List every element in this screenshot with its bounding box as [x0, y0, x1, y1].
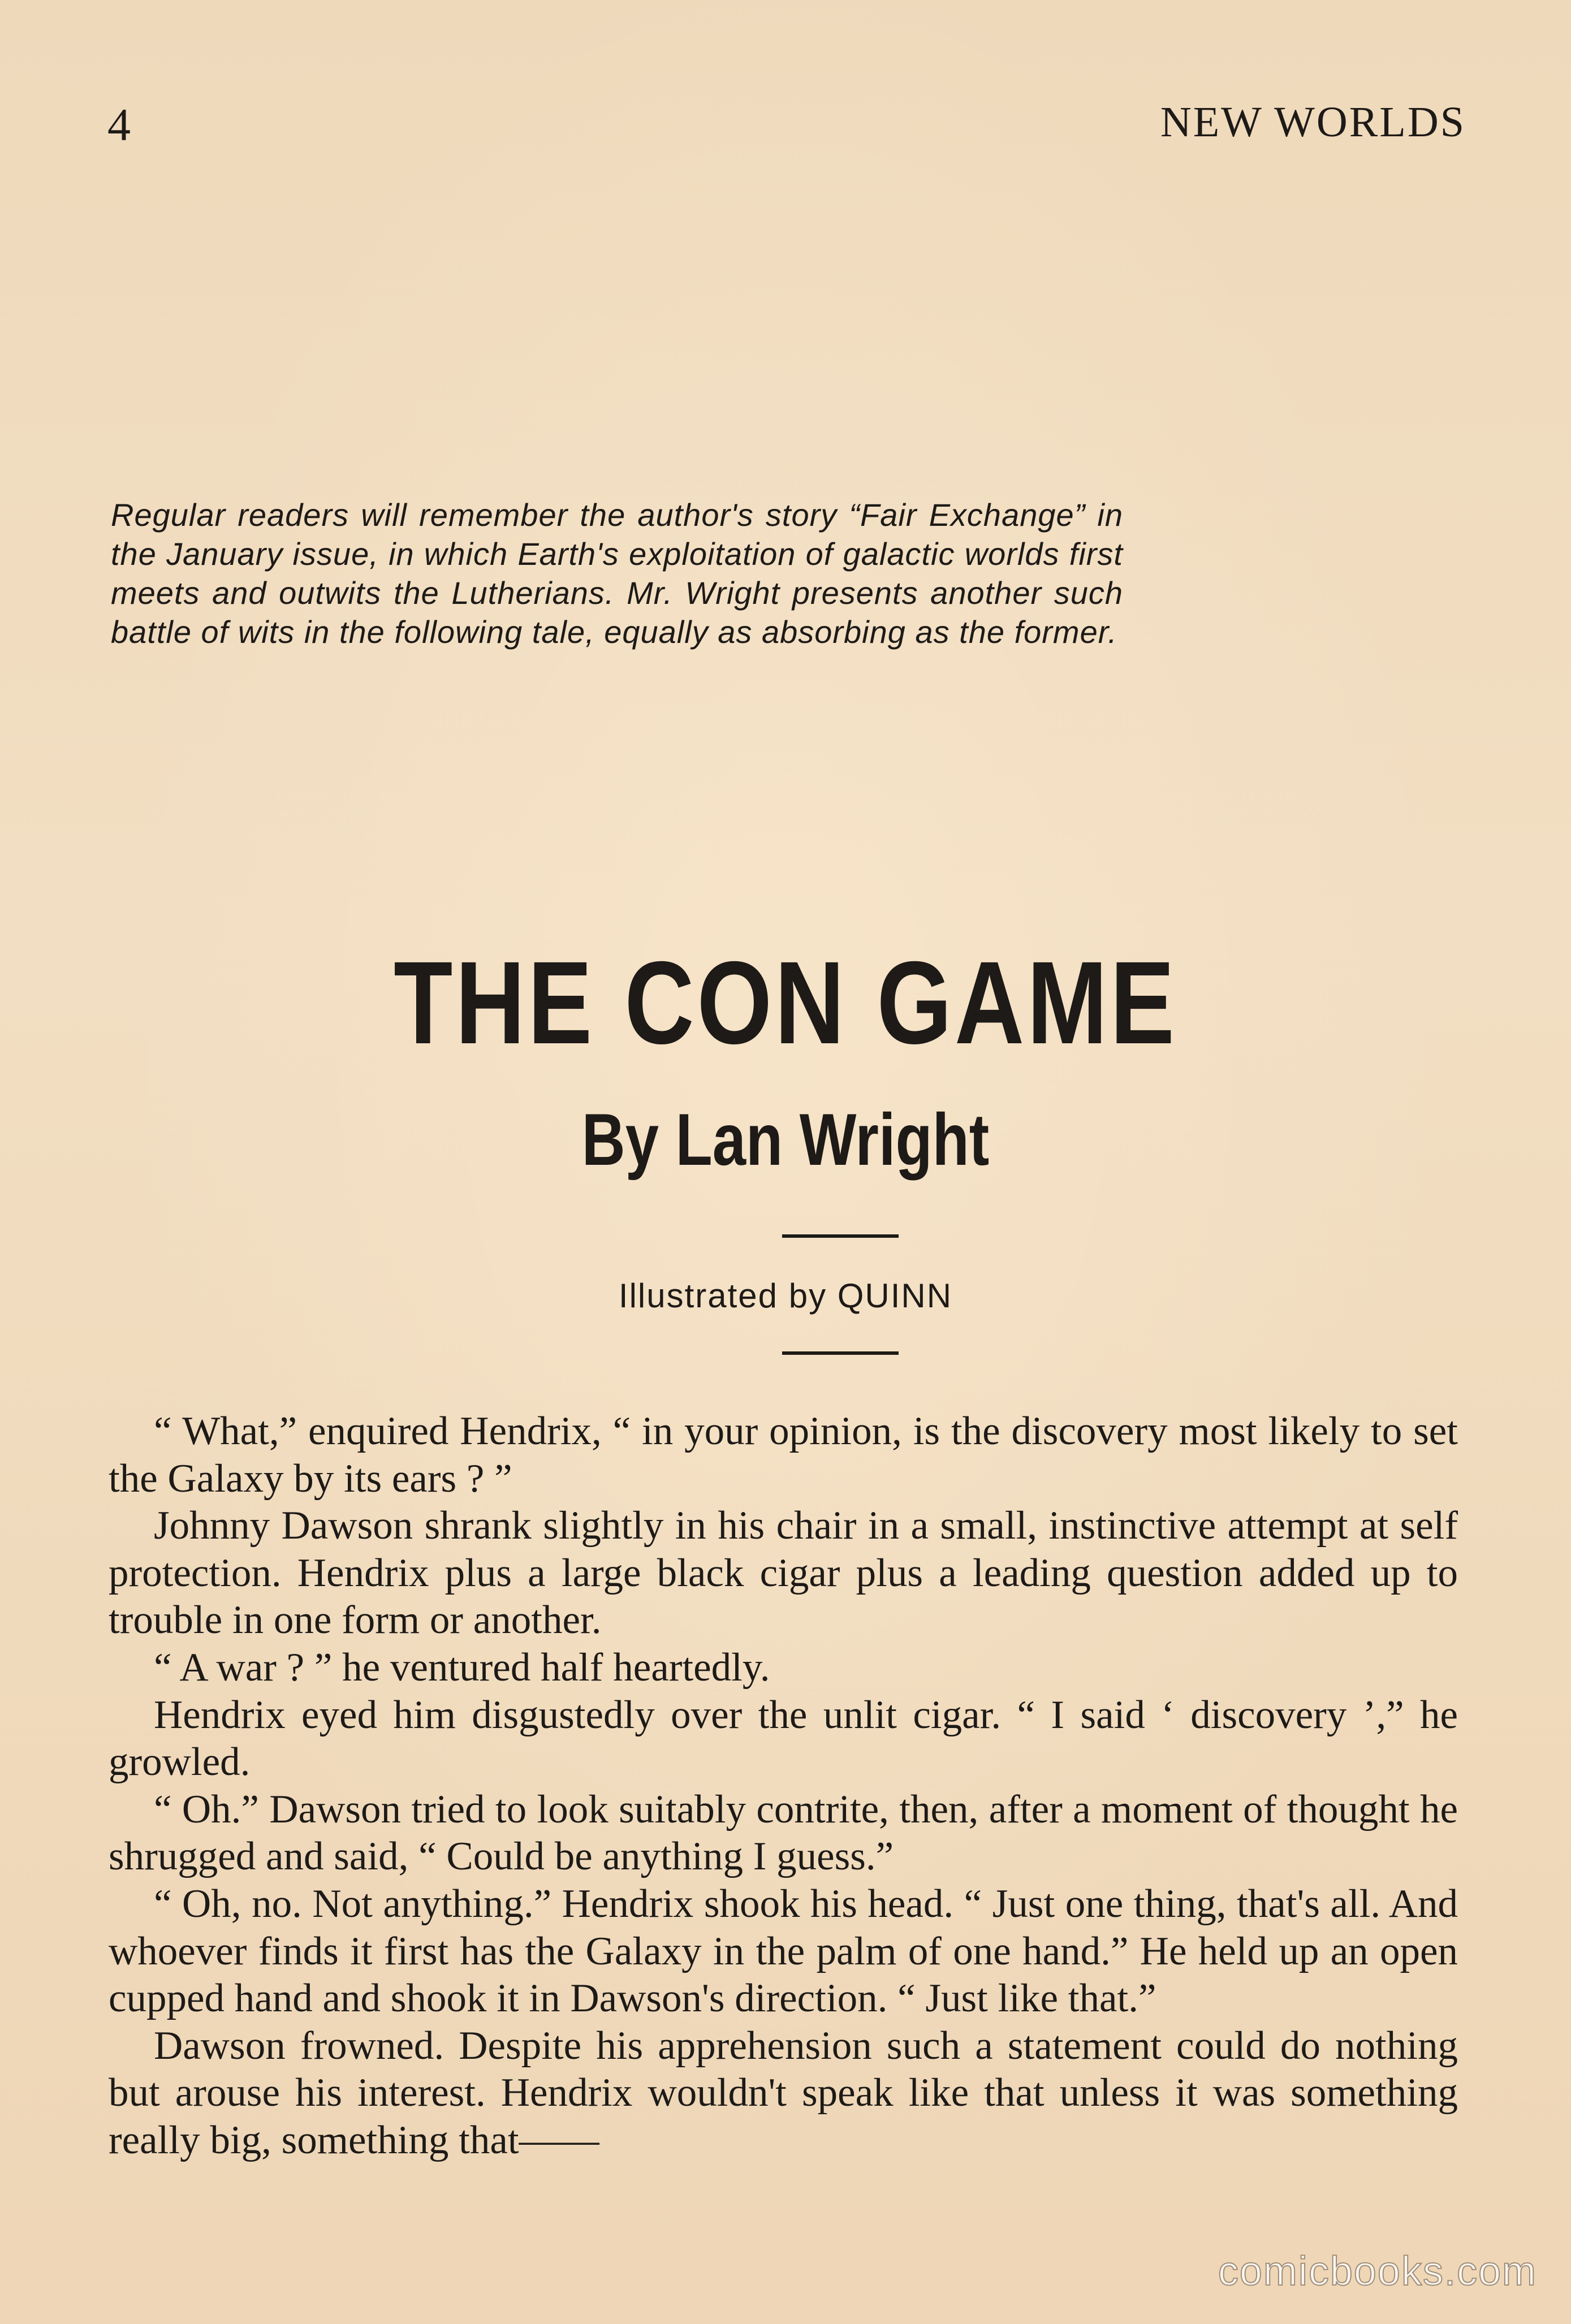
- page-number: 4: [107, 99, 131, 150]
- paragraph: “ Oh, no. Not anything.” Hendrix shook his head. “ Just one thing, that's all. And whoever finds it first has the Galaxy in the palm of one hand.” He held up an open cupped hand and shook it in Dawson's direction. “ Just like that.”: [109, 1881, 1458, 2021]
- paragraph: Johnny Dawson shrank slightly in his chair in a small, instinctive attempt at self protection. Hendrix plus a large black cigar plus a leading question added up to trouble in one form or another.: [109, 1504, 1458, 1643]
- paragraph: “ A war ? ” he ventured half heartedly.: [154, 1645, 770, 1690]
- divider-rule-top: [782, 1234, 899, 1238]
- story-introduction: Regular readers will remember the author's story “Fair Exchange” in the January issue, in which Earth's exploitation of galactic worlds first meets and outwits the Lutherians. Mr. Wright presents another such battle of wits in the following tale, equally as absorbing as the former.: [111, 497, 1123, 650]
- story-title: THE CON GAME: [394, 938, 1177, 1069]
- running-head: NEW WORLDS: [1160, 98, 1466, 146]
- illustrator-credit: Illustrated by QUINN: [618, 1277, 953, 1315]
- paragraph: “ What,” enquired Hendrix, “ in your opinion, is the discovery most likely to set the Galaxy by its ears ? ”: [109, 1409, 1458, 1501]
- paragraph: Hendrix eyed him disgustedly over the unlit cigar. “ I said ‘ discovery ’,” he growled.: [109, 1692, 1458, 1785]
- paragraph: “ Oh.” Dawson tried to look suitably contrite, then, after a moment of thought he shrugged and said, “ Could be anything I guess.”: [109, 1787, 1458, 1879]
- divider-rule-bottom: [782, 1351, 899, 1355]
- author-byline: By Lan Wright: [581, 1098, 990, 1181]
- paragraph: Dawson frowned. Despite his apprehension such a statement could do nothing but arouse his interest. Hendrix wouldn't speak like that unless it was something really big, something that——: [109, 2023, 1458, 2162]
- story-body: [109, 1408, 1458, 2165]
- site-watermark: comicbooks.com: [1218, 2249, 1537, 2294]
